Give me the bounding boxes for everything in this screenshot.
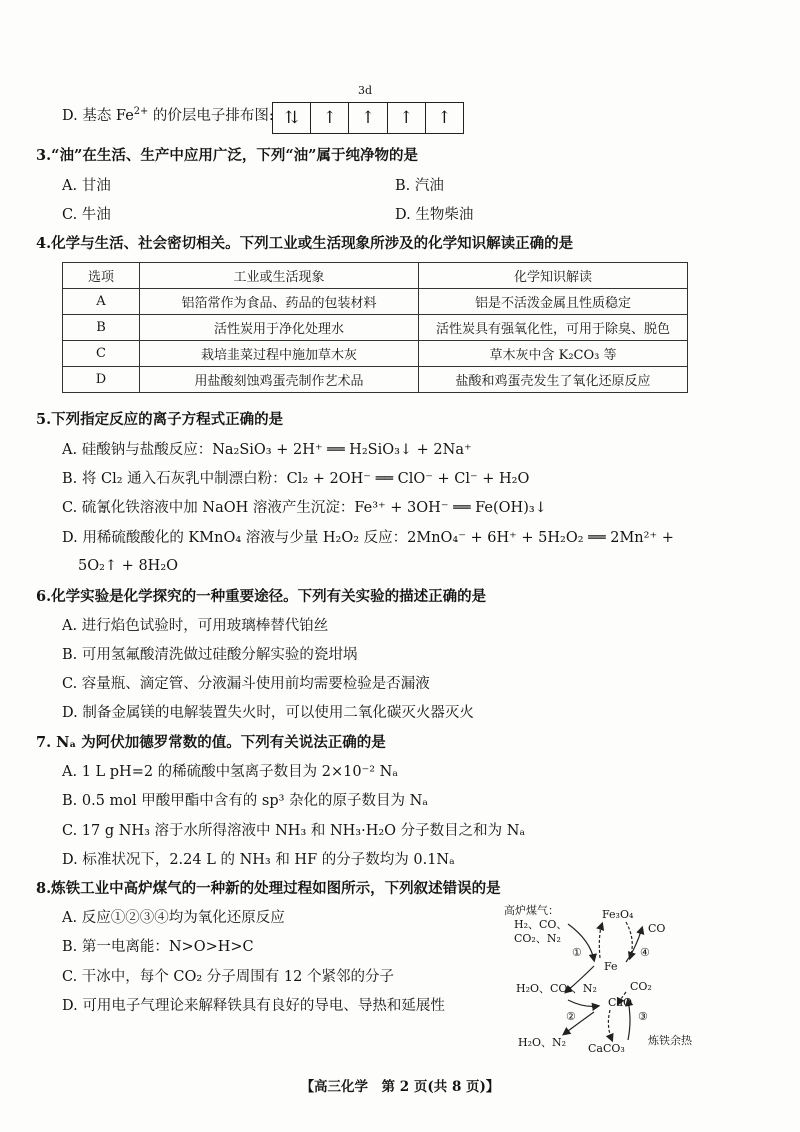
table-row xyxy=(63,315,688,341)
q7-stem: 7. Nₐ 为阿伏加德罗常数的值。下列有关说法正确的是 xyxy=(36,734,386,751)
step-4: ④ xyxy=(640,946,650,959)
table-cell: A xyxy=(63,289,140,315)
table-cell: 活性炭具有强氧化性，可用于除臭、脱色 xyxy=(419,315,688,341)
q6-option-b: B. 可用氢氟酸清洗做过硅酸分解实验的瓷坩埚 xyxy=(62,647,358,663)
q2-option-d: D. 基态 $Fe^{2+}$ 的价层电子排布图: xyxy=(62,106,274,124)
gas-comp2: CO₂、N₂ xyxy=(514,932,561,945)
q8-process-diagram xyxy=(502,900,712,1060)
table-row xyxy=(63,341,688,367)
q8-option-a: A. 反应①②③④均为氧化还原反应 xyxy=(62,910,285,926)
cao-label: CaO xyxy=(608,996,632,1009)
q6-option-c: C. 容量瓶、滴定管、分液漏斗使用前均需要检验是否漏液 xyxy=(62,676,430,692)
q3-option-c: C. 牛油 xyxy=(62,207,111,223)
q5-option-c: C. 硫氰化铁溶液中加 NaOH 溶液产生沉淀：Fe³⁺ + 3OH⁻ ══ Fe(OH)₃↓ xyxy=(62,500,547,516)
q8-option-d: D. 可用电子气理论来解释铁具有良好的导电、导热和延展性 xyxy=(62,998,445,1014)
orbital-box: ↑ xyxy=(388,103,426,133)
table-cell: 草木灰中含 K₂CO₃ 等 xyxy=(419,341,688,367)
orbital-box: ↑ xyxy=(437,108,452,128)
orbital-box: ⇅ xyxy=(273,103,311,133)
q8-stem: 8.炼铁工业中高炉煤气的一种新的处理过程如图所示，下列叙述错误的是 xyxy=(36,880,501,897)
heat-label: 炼铁余热 xyxy=(648,1034,692,1047)
step-1: ① xyxy=(572,946,582,959)
q3-option-d: D. 生物柴油 xyxy=(395,207,474,223)
mid-left-label: H₂O、CO₂、N₂ xyxy=(516,982,597,995)
table-cell: 活性炭用于净化处理水 xyxy=(140,315,419,341)
q3-stem: 3.“油”在生活、生产中应用广泛，下列“油”属于纯净物的是 xyxy=(36,147,418,164)
table-row xyxy=(63,289,688,315)
page-footer: 【高三化学 第 2 页(共 8 页)】 xyxy=(300,1079,500,1095)
q5-option-b: B. 将 Cl₂ 通入石灰乳中制漂白粉：Cl₂ + 2OH⁻ ══ ClO⁻ + Cl⁻ + H₂O xyxy=(62,471,530,487)
q7-option-d: D. 标准状况下，2.24 L 的 NH₃ 和 HF 的分子数均为 0.1Nₐ xyxy=(62,852,455,868)
q6-option-d: D. 制备金属镁的电解装置失火时，可以使用二氧化碳灭火器灭火 xyxy=(62,705,474,721)
fe3o4-label: Fe₃O₄ xyxy=(602,908,634,921)
table-row xyxy=(63,367,688,393)
step-3: ③ xyxy=(638,1010,648,1023)
q7-option-c: C. 17 g NH₃ 溶于水所得溶液中 NH₃ 和 NH₃·H₂O 分子数目之和为 Nₐ xyxy=(62,823,526,839)
q4-stem: 4.化学与生活、社会密切相关。下列工业或生活现象所涉及的化学知识解读正确的是 xyxy=(36,235,574,252)
table-header: 工业或生活现象 xyxy=(140,263,419,289)
q3-option-a: A. 甘油 xyxy=(62,178,111,194)
gas-comp1: H₂、CO、 xyxy=(514,918,568,931)
table-header: 化学知识解读 xyxy=(419,263,688,289)
orbital-label: 3d xyxy=(358,84,373,97)
co-label: CO xyxy=(648,922,666,935)
co2-label: CO₂ xyxy=(630,980,652,993)
orbital-box: ↑ xyxy=(349,103,387,133)
fe-label: Fe xyxy=(604,960,618,973)
q3-option-b: B. 汽油 xyxy=(395,178,444,194)
table-cell: 铝是不活泼金属且性质稳定 xyxy=(419,289,688,315)
table-cell: 栽培韭菜过程中施加草木灰 xyxy=(140,341,419,367)
q7-option-a: A. 1 L pH=2 的稀硫酸中氢离子数目为 2×10⁻² Nₐ xyxy=(62,764,398,780)
q8-option-c: C. 干冰中，每个 CO₂ 分子周围有 12 个紧邻的分子 xyxy=(62,969,394,985)
table-header-row xyxy=(63,263,688,289)
q5-option-d: D. 用稀硫酸酸化的 KMnO₄ 溶液与少量 H₂O₂ 反应：2MnO₄⁻ + 6H⁺ + 5H₂O₂ ══ 2Mn²⁺ + xyxy=(62,530,674,546)
step-2: ② xyxy=(566,1010,576,1023)
q7-option-b: B. 0.5 mol 甲酸甲酯中含有的 sp³ 杂化的原子数目为 Nₐ xyxy=(62,793,428,809)
table-cell: 盐酸和鸡蛋壳发生了氧化还原反应 xyxy=(419,367,688,393)
table-cell: C xyxy=(63,341,140,367)
q5-stem: 5.下列指定反应的离子方程式正确的是 xyxy=(36,411,284,428)
table-cell: 铝箔常作为食品、药品的包装材料 xyxy=(140,289,419,315)
orbital-box: ↑ xyxy=(311,103,349,133)
q6-option-a: A. 进行焰色试验时，可用玻璃棒替代铂丝 xyxy=(62,618,329,634)
orbital-diagram xyxy=(272,102,464,134)
q5-option-d-cont: 5O₂↑ + 8H₂O xyxy=(78,558,179,574)
q4-table xyxy=(62,262,688,393)
q8-option-b: B. 第一电离能：N>O>H>C xyxy=(62,939,254,955)
table-cell: D xyxy=(63,367,140,393)
table-header: 选项 xyxy=(63,263,140,289)
table-cell: B xyxy=(63,315,140,341)
q5-option-a: A. 硅酸钠与盐酸反应：Na₂SiO₃ + 2H⁺ ══ H₂SiO₃↓ + 2Na⁺ xyxy=(62,442,472,458)
caco3-label: CaCO₃ xyxy=(588,1042,625,1055)
table-cell: 用盐酸刻蚀鸡蛋壳制作艺术品 xyxy=(140,367,419,393)
gas-label: 高炉煤气： xyxy=(504,904,559,917)
q6-stem: 6.化学实验是化学探究的一种重要途径。下列有关实验的描述正确的是 xyxy=(36,588,487,605)
bottom-left-label: H₂O、N₂ xyxy=(518,1036,567,1049)
